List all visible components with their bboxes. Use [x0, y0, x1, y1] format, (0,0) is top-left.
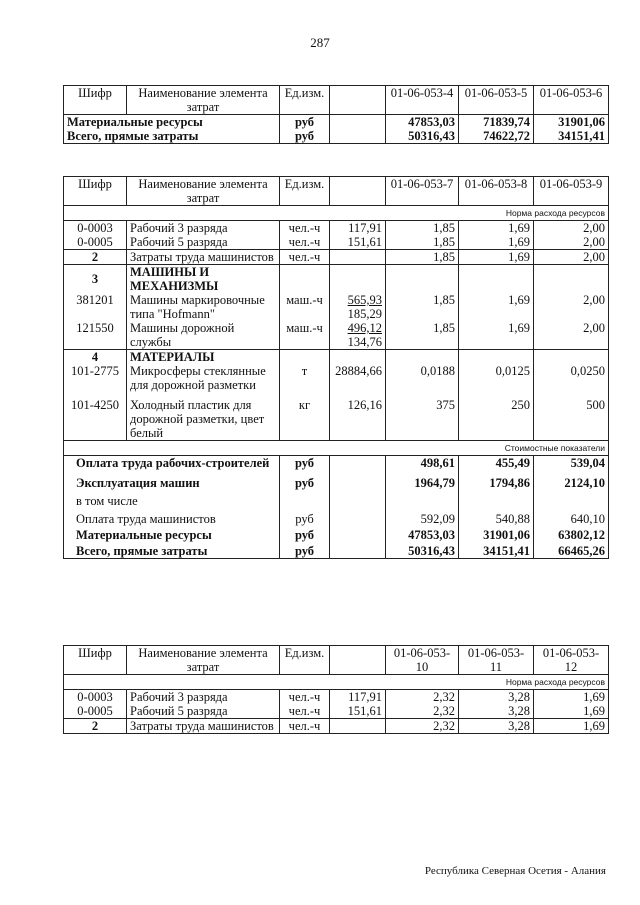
section-title: МАШИНЫ И МЕХАНИЗМЫ	[127, 265, 280, 294]
row-unit: руб	[280, 526, 330, 542]
row-value: 31901,06	[459, 526, 534, 542]
row-unit: чел.-ч	[280, 690, 330, 705]
row-name: Всего, прямые затраты	[64, 542, 280, 559]
row-value: 250	[459, 392, 534, 441]
row-code: 121550	[64, 321, 127, 350]
row-unit: руб	[280, 115, 330, 130]
section-code: 4	[64, 350, 127, 365]
row-value: 455,49	[459, 456, 534, 471]
row-value: 3,28	[459, 704, 534, 719]
row-value: 1,69	[459, 250, 534, 265]
rate-code-header: 01-06-053-8	[459, 177, 534, 206]
unit-column-header: Ед.изм.	[280, 646, 330, 675]
row-unit: чел.-ч	[280, 235, 330, 250]
rate-code-header: 01-06-053-9	[534, 177, 609, 206]
section-label-row	[64, 441, 609, 456]
row-code: 2	[64, 719, 127, 734]
unit-column-header: Ед.изм.	[280, 177, 330, 206]
row-value: 74622,72	[459, 129, 534, 144]
row-value: 500	[534, 392, 609, 441]
name-column-header: Наименование элемента затрат	[127, 86, 280, 115]
table-header-row	[64, 86, 609, 115]
rate-code-header: 01-06-053-6	[534, 86, 609, 115]
row-price: 117,91	[330, 690, 386, 705]
cost-label: Стоимостные показатели	[64, 441, 609, 456]
row-unit: руб	[280, 542, 330, 559]
cost-table-1	[63, 85, 609, 144]
row-price	[330, 293, 386, 321]
row-name: Рабочий 3 разряда	[127, 221, 280, 236]
row-unit: маш.-ч	[280, 293, 330, 321]
row-value: 1,85	[386, 250, 459, 265]
rate-code-header: 01-06-053-7	[386, 177, 459, 206]
row-price: 151,61	[330, 235, 386, 250]
table-header-row	[64, 177, 609, 206]
name-column-header: Наименование элемента затрат	[127, 646, 280, 675]
row-value: 2,32	[386, 690, 459, 705]
row-value: 640,10	[534, 508, 609, 526]
table-row	[64, 690, 609, 705]
row-value: 2124,10	[534, 470, 609, 490]
table-row	[64, 293, 609, 321]
section-title: МАТЕРИАЛЫ	[127, 350, 280, 365]
table-row	[64, 115, 609, 130]
norm-label: Норма расхода ресурсов	[64, 206, 609, 221]
cost-table-2	[63, 176, 609, 559]
row-name: Микросферы стеклянные для дорожной разметки	[127, 364, 280, 392]
row-value: 50316,43	[386, 129, 459, 144]
row-unit: руб	[280, 456, 330, 471]
row-price: 28884,66	[330, 364, 386, 392]
table-row	[64, 490, 609, 508]
row-value: 47853,03	[386, 526, 459, 542]
row-value: 34151,41	[459, 542, 534, 559]
row-value: 540,88	[459, 508, 534, 526]
rate-code-header: 01-06-053-5	[459, 86, 534, 115]
row-code: 0-0005	[64, 704, 127, 719]
row-code: 101-4250	[64, 392, 127, 441]
code-column-header: Шифр	[64, 86, 127, 115]
row-value: 1964,79	[386, 470, 459, 490]
row-unit: чел.-ч	[280, 221, 330, 236]
row-value: 375	[386, 392, 459, 441]
name-column-header: Наименование элемента затрат	[127, 177, 280, 206]
row-value: 31901,06	[534, 115, 609, 130]
row-value: 1,85	[386, 321, 459, 350]
code-column-header: Шифр	[64, 177, 127, 206]
table-row	[64, 456, 609, 471]
row-code: 0-0003	[64, 690, 127, 705]
rate-code-header: 01-06-053-11	[459, 646, 534, 675]
row-price: 117,91	[330, 221, 386, 236]
cost-table-3	[63, 645, 609, 734]
row-value: 2,32	[386, 719, 459, 734]
row-name: Оплата труда рабочих-строителей	[64, 456, 280, 471]
row-name: Оплата труда машинистов	[64, 508, 280, 526]
row-value: 0,0125	[459, 364, 534, 392]
price-column-header	[330, 86, 386, 115]
row-value: 47853,03	[386, 115, 459, 130]
row-unit: руб	[280, 470, 330, 490]
row-value: 50316,43	[386, 542, 459, 559]
unit-column-header: Ед.изм.	[280, 86, 330, 115]
row-value: 2,00	[534, 235, 609, 250]
table-row	[64, 526, 609, 542]
row-value: 3,28	[459, 690, 534, 705]
row-code: 101-2775	[64, 364, 127, 392]
table-row	[64, 129, 609, 144]
row-value: 2,00	[534, 250, 609, 265]
norm-label: Норма расхода ресурсов	[64, 675, 609, 690]
row-value: 3,28	[459, 719, 534, 734]
table-row	[64, 542, 609, 559]
table-row	[64, 321, 609, 350]
row-name: Рабочий 5 разряда	[127, 235, 280, 250]
row-price	[330, 321, 386, 350]
row-value: 1,69	[534, 690, 609, 705]
row-value: 1,69	[534, 704, 609, 719]
row-name: Затраты труда машинистов	[127, 719, 280, 734]
section-label-row	[64, 675, 609, 690]
row-value: 2,00	[534, 321, 609, 350]
row-name: Эксплуатация машин	[64, 470, 280, 490]
row-value: 1,85	[386, 235, 459, 250]
row-value: 1,69	[459, 221, 534, 236]
row-value: 539,04	[534, 456, 609, 471]
row-value: 1794,86	[459, 470, 534, 490]
row-unit: кг	[280, 392, 330, 441]
row-value: 592,09	[386, 508, 459, 526]
table-row	[64, 704, 609, 719]
row-name: Всего, прямые затраты	[64, 129, 280, 144]
price-column-header	[330, 177, 386, 206]
page-number: 287	[310, 35, 330, 50]
row-value: 2,32	[386, 704, 459, 719]
row-unit: чел.-ч	[280, 250, 330, 265]
row-unit: чел.-ч	[280, 719, 330, 734]
row-price-secondary: 185,29	[347, 307, 382, 321]
row-price-main: 496,12	[347, 321, 382, 335]
row-name: Машины дорожной службы	[127, 321, 280, 350]
row-code: 381201	[64, 293, 127, 321]
row-value: 1,69	[459, 321, 534, 350]
row-unit: руб	[280, 129, 330, 144]
row-code: 0-0005	[64, 235, 127, 250]
table-row	[64, 250, 609, 265]
row-unit: маш.-ч	[280, 321, 330, 350]
table-row	[64, 235, 609, 250]
row-value: 2,00	[534, 221, 609, 236]
row-name: в том числе	[64, 490, 280, 508]
row-name: Холодный пластик для дорожной разметки, цвет белый	[127, 392, 280, 441]
table-row	[64, 508, 609, 526]
row-value: 1,85	[386, 293, 459, 321]
row-value: 63802,12	[534, 526, 609, 542]
table-row	[64, 221, 609, 236]
row-name: Машины маркировочные типа "Hofmann"	[127, 293, 280, 321]
row-price-main: 565,93	[347, 293, 382, 307]
row-value: 498,61	[386, 456, 459, 471]
section-header-row	[64, 265, 609, 294]
section-header-row	[64, 350, 609, 365]
row-value: 1,69	[534, 719, 609, 734]
row-value: 0,0188	[386, 364, 459, 392]
row-value: 1,69	[459, 293, 534, 321]
code-column-header: Шифр	[64, 646, 127, 675]
row-name: Затраты труда машинистов	[127, 250, 280, 265]
section-label-row	[64, 206, 609, 221]
row-name: Материальные ресурсы	[64, 115, 280, 130]
rate-code-header: 01-06-053-4	[386, 86, 459, 115]
row-value: 1,85	[386, 221, 459, 236]
row-value: 34151,41	[534, 129, 609, 144]
row-value: 2,00	[534, 293, 609, 321]
row-value: 71839,74	[459, 115, 534, 130]
footer-region-label: Республика Северная Осетия - Алания	[424, 865, 606, 877]
table-header-row	[64, 646, 609, 675]
row-price: 151,61	[330, 704, 386, 719]
row-unit: чел.-ч	[280, 704, 330, 719]
rate-code-header: 01-06-053-10	[386, 646, 459, 675]
row-value: 1,69	[459, 235, 534, 250]
row-unit: т	[280, 364, 330, 392]
row-unit: руб	[280, 508, 330, 526]
row-name: Материальные ресурсы	[64, 526, 280, 542]
row-name: Рабочий 3 разряда	[127, 690, 280, 705]
row-price-secondary: 134,76	[347, 335, 382, 349]
rate-code-header: 01-06-053-12	[534, 646, 609, 675]
row-price: 126,16	[330, 392, 386, 441]
row-value: 0,0250	[534, 364, 609, 392]
table-row	[64, 364, 609, 392]
row-code: 2	[64, 250, 127, 265]
table-row	[64, 719, 609, 734]
table-row	[64, 392, 609, 441]
table-row	[64, 470, 609, 490]
section-code: 3	[64, 265, 127, 294]
row-code: 0-0003	[64, 221, 127, 236]
row-name: Рабочий 5 разряда	[127, 704, 280, 719]
price-column-header	[330, 646, 386, 675]
row-value: 66465,26	[534, 542, 609, 559]
